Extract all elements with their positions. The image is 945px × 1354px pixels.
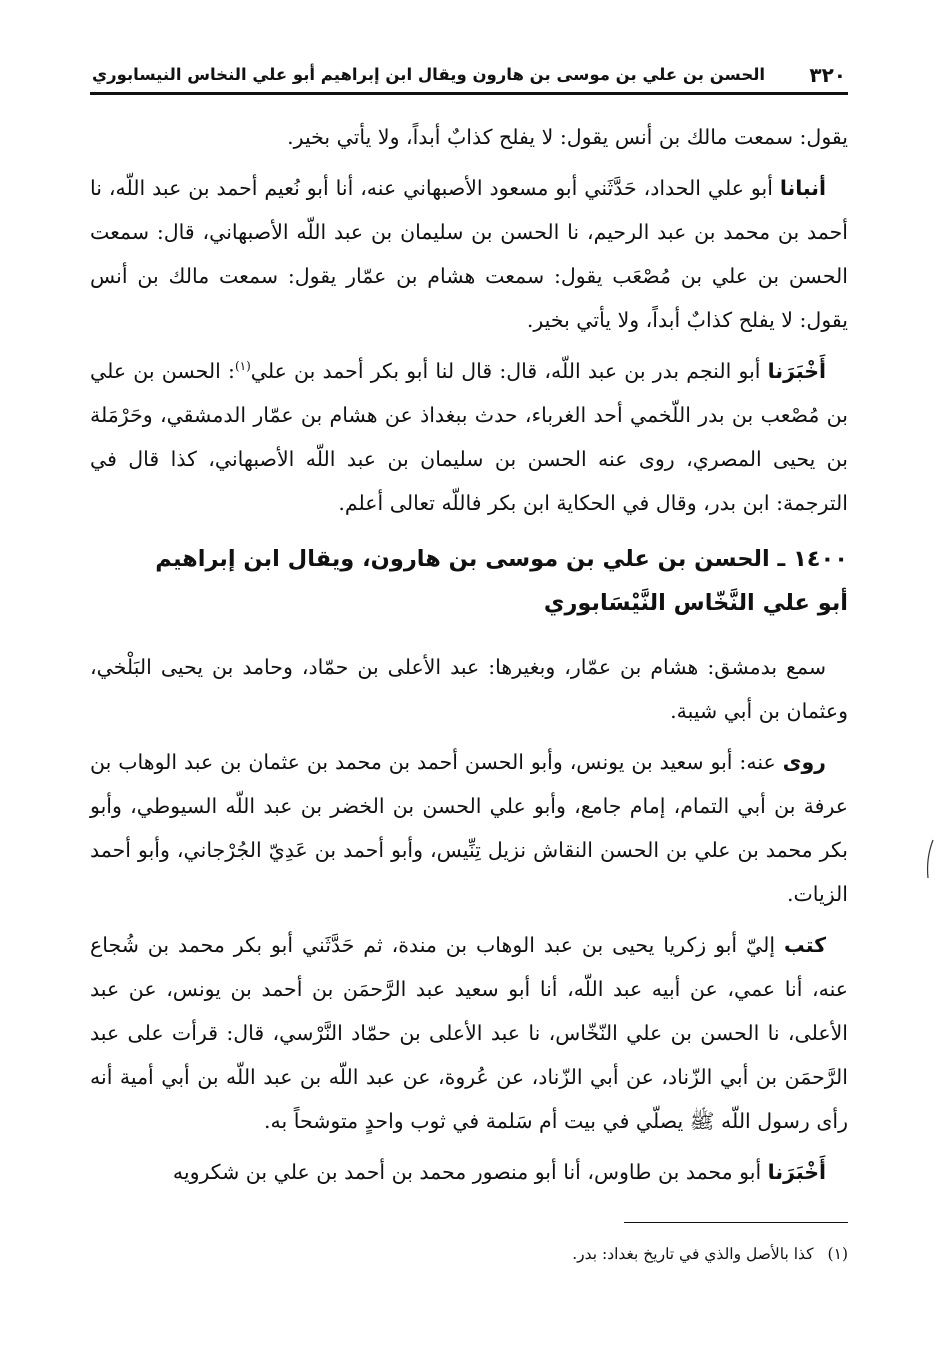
paragraph-lead-word: أنبانا <box>779 176 826 200</box>
book-page <box>90 62 848 1263</box>
paragraph-text: إليّ أبو زكريا يحيى بن عبد الوهاب بن مندة، ثم حَدَّثَني أبو بكر محمد بن شُجاع عنه، أنا عمي، عن أبيه عبد اللّه، أنا أبو سعيد عبد الرَّحمَن بن أحمد بن يونس، عن عبد الأعلى، نا الحسن بن علي النّخّاس، نا عبد الأعلى بن حمّاد النَّرْسي، قال: قرأت على عبد الرَّحمَن بن أبي الزّناد، عن أبي الزّناد، عن عُروة، عن عبد اللّه بن عبد اللّه بن أبي أمية أنه رأى رسول اللّه ﷺ يصلّي في بيت أم سَلمة في ثوب واحدٍ متوشحاً به. <box>90 933 848 1133</box>
paragraph <box>90 740 848 916</box>
paragraph <box>90 923 848 1143</box>
footnote-reference: (١) <box>234 359 251 374</box>
footnote-number: (١) <box>827 1245 848 1263</box>
running-title: الحسن بن علي بن موسى بن هارون ويقال ابن إبراهيم أبو علي النخاس النيسابوري <box>92 65 766 84</box>
page-number: ٣٢٠ <box>809 63 846 87</box>
paragraph <box>90 1150 848 1194</box>
footnote-divider <box>624 1222 848 1223</box>
footnote <box>90 1240 848 1268</box>
paragraph-lead-word: أَخْبَرَنا <box>767 1160 826 1184</box>
footnote-text: كذا بالأصل والذي في تاريخ بغداد: بدر. <box>572 1245 814 1263</box>
paragraph-text: أبو محمد بن طاوس، أنا أبو منصور محمد بن أحمد بن علي بن شكرويه <box>172 1160 768 1184</box>
main-text <box>90 115 848 1194</box>
paragraph-text: أبو علي الحداد، حَدَّثَني أبو مسعود الأصبهاني عنه، أنا أبو نُعيم أحمد بن عبد اللّه، نا أحمد بن محمد بن عبد الرحيم، نا الحسن بن سليمان بن عبد اللّه الأصبهاني، قال: سمعت الحسن بن علي بن مُصْعَب يقول: سمعت هشام بن عمّار يقول: سمعت مالك بن أنس يقول: لا يفلح كذابٌ أبداً، ولا يأتي بخير. <box>90 176 848 332</box>
paragraph-lead-word: كتب <box>784 933 826 957</box>
paragraph-text: يقول: سمعت مالك بن أنس يقول: لا يفلح كذابٌ أبداً، ولا يأتي بخير. <box>287 125 848 149</box>
entry-heading-line: ١٤٠٠ ـ الحسن بن علي بن موسى بن هارون، ويقال ابن إبراهيم <box>155 546 848 572</box>
entry-heading <box>90 537 848 625</box>
paragraph <box>90 166 848 342</box>
paragraph <box>90 645 848 733</box>
paragraph-text: : الحسن بن علي بن مُصْعب بن بدر اللّخمي أحد الغرباء، حدث ببغداذ عن هشام بن عمّار الدمشقي، وحَرْمَلة بن يحيى المصري، روى عنه الحسن بن سليمان بن عبد اللّه الأصبهاني، كذا قال في الترجمة: ابن بدر، وقال في الحكاية ابن بكر فاللّه تعالى أعلم. <box>90 359 848 515</box>
paragraph <box>90 115 848 159</box>
paragraph-text: عنه: أبو سعيد بن يونس، وأبو الحسن أحمد بن محمد بن عثمان بن عبد الوهاب بن عرفة بن أبي التمام، إمام جامع، وأبو علي الحسن بن الخضر بن عبد اللّه السيوطي، وأبو بكر محمد بن علي بن الحسن النقاش نزيل تِنِّيس، وأبو أحمد بن عَدِيّ الجُرْجاني، وأبو أحمد الزيات. <box>90 750 848 906</box>
entry-heading-line: أبو علي النَّخّاس النَّيْسَابوري <box>543 590 848 616</box>
paragraph-text: أبو النجم بدر بن عبد اللّه، قال: قال لنا أبو بكر أحمد بن علي <box>250 359 768 383</box>
paragraph <box>90 349 848 525</box>
margin-pencil-mark <box>925 838 935 880</box>
running-header <box>90 62 848 95</box>
paragraph-lead-word: أَخْبَرَنا <box>767 359 826 383</box>
paragraph-lead-word: روى <box>782 750 826 774</box>
paragraph-text: سمع بدمشق: هشام بن عمّار، وبغيرها: عبد الأعلى بن حمّاد، وحامد بن يحيى البَلْخي، وعثمان بن أبي شيبة. <box>90 655 848 723</box>
